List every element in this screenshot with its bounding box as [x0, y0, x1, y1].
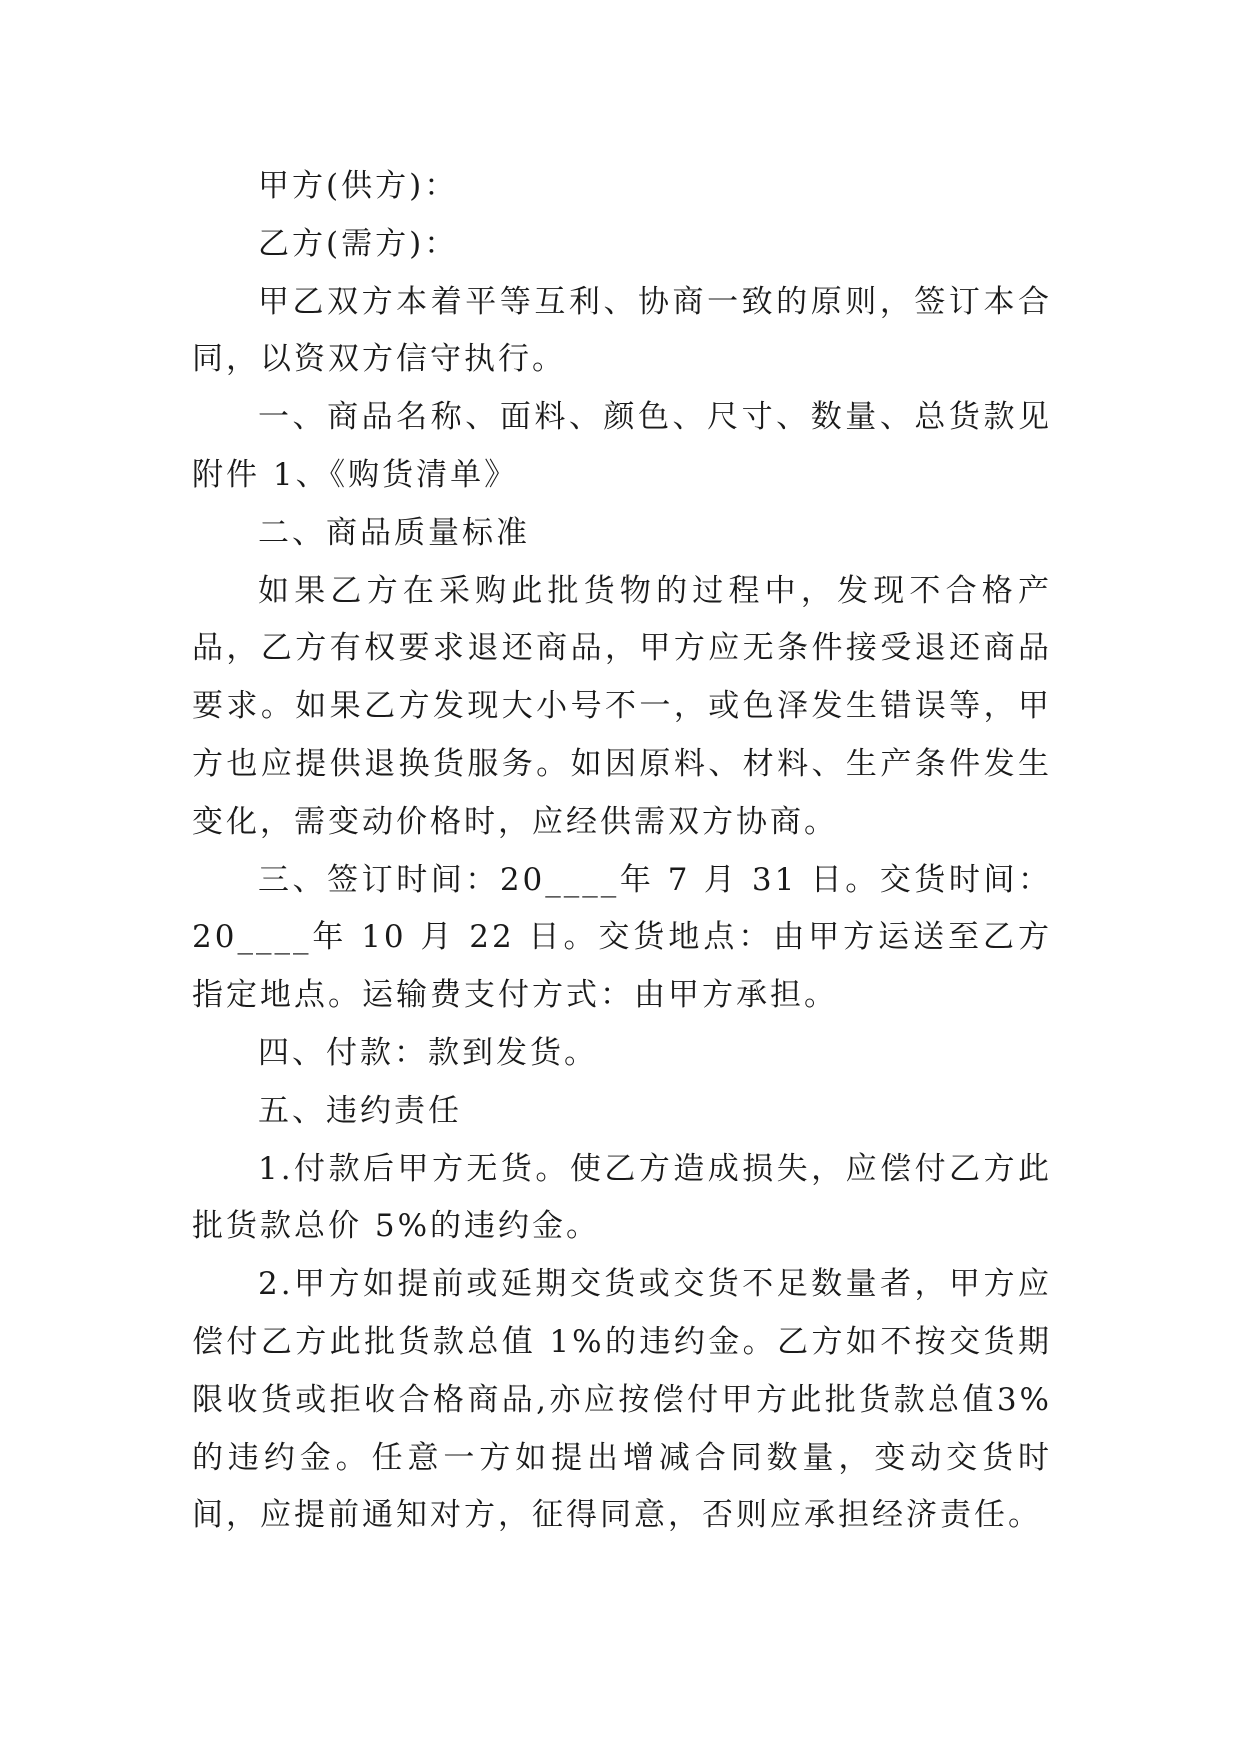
clause-4-payment: 四、付款：款到发货。: [258, 1034, 598, 1071]
clause-3-dates: 三、签订时间：20____年 7 月 31 日。交货时间：20____年 10 月 22 日。交货地点：由甲方运送至乙方指定地点。运输费支付方式：由甲方承担。: [192, 861, 1052, 1014]
party-b-line: 乙方(需方)：: [258, 225, 459, 262]
clause-2-heading: 二、商品质量标准: [258, 514, 530, 551]
clause-1-goods: 一、商品名称、面料、颜色、尺寸、数量、总货款见附件 1、《购货清单》: [192, 399, 1052, 493]
clause-5-heading: 五、违约责任: [258, 1092, 462, 1129]
clause-5-item-1: 1.付款后甲方无货。使乙方造成损失，应偿付乙方此批货款总价 5%的违约金。: [192, 1150, 1052, 1245]
clause-2-body: 如果乙方在采购此批货物的过程中，发现不合格产品，乙方有权要求退还商品，甲方应无条件接受退还商品要求。如果乙方发现大小号不一，或色泽发生错误等，甲方也应提供退换货服务。如因原料、材料、生产条件发生变化，需变动价格时，应经供需双方协商。: [192, 572, 1052, 840]
contract-page: [192, 158, 1052, 1545]
clause-5-item-2: 2.甲方如提前或延期交货或交货不足数量者，甲方应偿付乙方此批货款总值 1%的违约金。乙方如不按交货期限收货或拒收合格商品,亦应按偿付甲方此批货款总值3%的违约金。任意一方如提出增减合同数量，变动交货时间，应提前通知对方，征得同意，否则应承担经济责任。: [192, 1266, 1052, 1534]
party-a-line: 甲方(供方)：: [258, 168, 459, 204]
preamble-paragraph: 甲乙双方本着平等互利、协商一致的原则，签订本合同，以资双方信守执行。: [192, 283, 1052, 378]
